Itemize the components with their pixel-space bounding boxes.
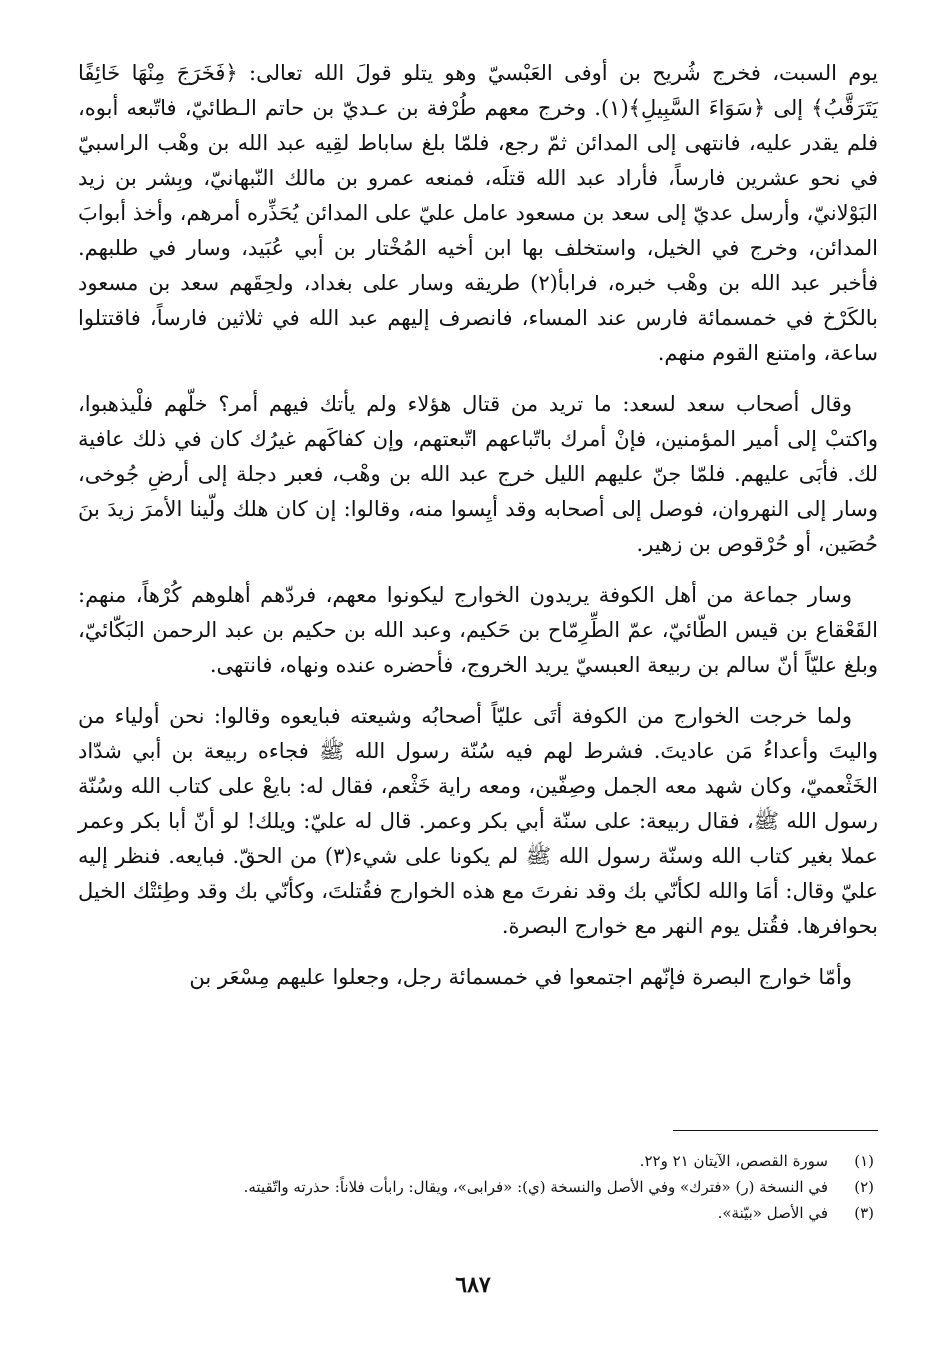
footnote-number: (٣) [854, 1204, 874, 1222]
footnote-text: في النسخة (ر) «فترك» وفي الأصل والنسخة (ي): «فرابى»، ويقال: رابأت فلاناً: حذرته واتّقيته. [243, 1178, 828, 1196]
paragraph-4: ولما خرجت الخوارج من الكوفة أتَى عليّاً أصحابُه وشيعته فبايعوه وقالوا: نحن أولياء من واليتَ وأعداءُ مَن عاديتَ. فشرط لهم فيه سُنّة رسول الله ﷺ فجاءه ربيعة بن أبي شدّاد الخَثْعميّ، وكان شهد معه الجمل وصِفّين، ومعه راية خَثْعم، فقال له: بايعْ على كتاب الله وسُنّة رسول الله ﷺ، فقال ربيعة: على سنّة أبي بكر وعمر. قال له عليّ: ويلك! لو أنّ أبا بكر وعمر عملا بغير كتاب الله وسنّة رسول الله ﷺ لم يكونا على شيء(٣) من الحقّ. فبايعه. فنظر إليه عليّ وقال: أمَا والله لكأنّي بك وقد نفرتَ مع هذه الخوارج فقُتلتَ، وكأنّي بك وقد وطِئتْك الخيل بحوافرها. فقُتل يوم النهر مع خوارج البصرة. [77, 704, 878, 938]
paragraph-2: وقال أصحاب سعد لسعد: ما تريد من قتال هؤلاء ولم يأتك فيهم أمر؟ خلّهم فلْيذهبوا، واكتبْ إلى أمير المؤمنين، فإنْ أمرك باتّباعهم اتّبعتهم، وإن كفاكَهم غيرُك كان في ذلك عافية لك. فأبَى عليهم. فلمّا جنّ عليهم الليل خرج عبد الله بن وهْب، فعبر دجلة إلى أرضِ جُوخى، وسار إلى النهروان، فوصل إلى أصحابه وقد أيِسوا منه، وقالوا: إن كان هلك ولّينا الأمرَ زيدَ بنَ حُصَين، أو حُرْقوص بن زهير. [78, 392, 878, 556]
footnote-number: (٢) [854, 1178, 874, 1196]
page-number: ٦٨٧ [455, 1272, 491, 1298]
footnote-3 [78, 1200, 874, 1226]
footnotes [78, 1148, 874, 1226]
paragraph-5: وأمّا خوارج البصرة فإنّهم اجتمعوا في خمسمائة رجل، وجعلوا عليهم مِسْعَر بن [189, 965, 852, 989]
footnote-2 [78, 1174, 874, 1200]
paragraph-3: وسار جماعة من أهل الكوفة يريدون الخوارج ليكونوا معهم، فردّهم أهلوهم كُرْهاً، منهم: القَعْقاع بن قيس الطّائيّ، عمّ الطِّرِمّاح بن حَكيم، وعبد الله بن حكيم بن عبد الرحمن البَكّائيّ، وبلغ عليّاً أنّ سالم بن ربيعة العبسيّ يريد الخروج، فأحضره عنده ونهاه، فانتهى. [78, 583, 878, 677]
main-text-block [78, 56, 878, 1011]
footnote-text: في الأصل «بيّنة». [717, 1204, 828, 1222]
footnote-number: (١) [854, 1152, 874, 1170]
footnote-1 [78, 1148, 874, 1174]
paragraph-1: يوم السبت، فخرج شُريح بن أوفى العَبْسيّ وهو يتلو قولَ الله تعالى: ﴿فَخَرَجَ مِنْهَا خَائِفًا يَتَرَقَّبُ﴾ إلى ﴿سَوَاءَ السَّبِيلِ﴾(١). وخرج معهم طُرْفة بن عـديّ بن حاتم الـطائيّ، فاتّبعه أبوه، فلم يقدر عليه، فانتهى إلى المدائن ثمّ رجع، فلمّا بلغ ساباط لقِيه عبد الله بن وهْب الراسبيّ في نحو عشرين فارساً، فأراد عبد الله قتلَه، فمنعه عمرو بن مالك النّبهانيّ، وبِشر بن زيد البَوْلانيّ، وأرسل عديّ إلى سعد بن مسعود عامل عليّ على المدائن يُحَذِّره أمرهم، وأخذ أبوابَ المدائن، وخرج في الخيل، واستخلف بها ابن أخيه المُخْتار بن أبي عُبَيد، وسار في طلبهم. فأخبر عبد الله بن وهْب خبره، فرابأ(٢) طريقه وسار على بغداد، ولحِقَهم سعد بن مسعود بالكَرْخ في خمسمائة فارس عند المساء، فانصرف إليهم عبد الله في ثلاثين فارساً، فاقتتلوا ساعة، وامتنع القوم منهم. [78, 61, 879, 365]
footnote-separator [673, 1130, 878, 1131]
footnote-text: سورة القصص، الآيتان ٢١ و٢٢. [639, 1152, 828, 1170]
body-text [78, 56, 878, 995]
